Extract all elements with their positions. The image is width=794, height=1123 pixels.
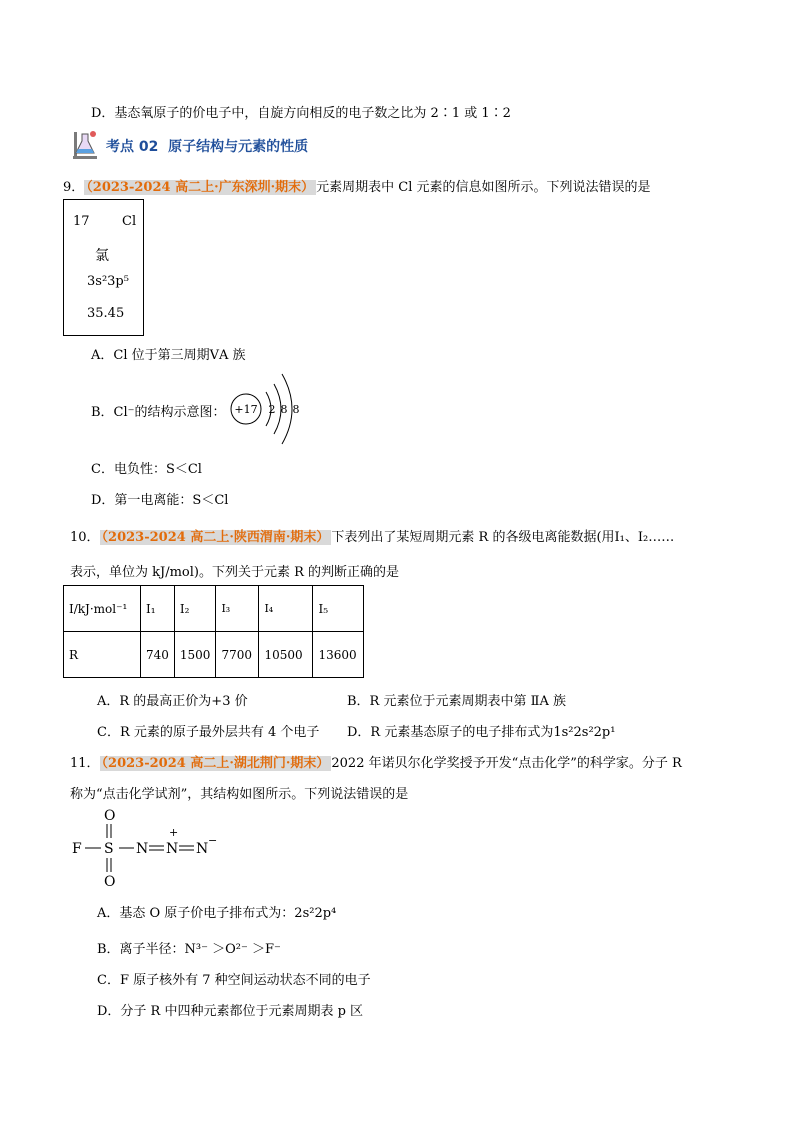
- table-header-cell: I₁: [141, 586, 175, 632]
- q11-option-a: A．基态 O 原子价电子排布式为：2s²2p⁴: [97, 906, 337, 921]
- ion-nucleus: +17: [234, 403, 258, 416]
- q10-option-d: D．R 元素基态原子的电子排布式为1s²2s²2p¹: [347, 725, 616, 740]
- q10-source: （2023-2024 高二上·陕西渭南·期末）: [101, 530, 330, 545]
- q10-option-a: A．R 的最高正价为+3 价: [97, 694, 248, 709]
- section-heading: 原子结构与元素的性质: [168, 139, 309, 155]
- q10-stem-line1: [70, 526, 674, 545]
- q11-stem-line1: [70, 752, 682, 771]
- q11-option-c: C．F 原子核外有 7 种空间运动状态不同的电子: [97, 973, 371, 988]
- table-header-cell: I₄: [259, 586, 313, 632]
- element-symbol: Cl: [122, 214, 137, 229]
- flask-icon: [72, 128, 100, 160]
- ion-shell-2: 8: [280, 403, 288, 416]
- table-cell: R: [64, 632, 141, 678]
- q9-option-d: D．第一电离能：S＜Cl: [91, 493, 229, 508]
- q9-option-b: B．Cl⁻的结构示意图：: [91, 405, 226, 420]
- charge-minus: −: [208, 834, 218, 847]
- q11-option-d: D．分子 R 中四种元素都位于元素周期表 p 区: [97, 1004, 364, 1019]
- ion-shell-1: 2: [268, 403, 276, 416]
- q10-number: 10．: [70, 530, 100, 545]
- q11-number: 11．: [70, 756, 100, 771]
- q8-option-d: D．基态氧原子的价电子中，自旋方向相反的电子数之比为 2∶1 或 1∶2: [91, 106, 511, 121]
- table-header-cell: I₃: [216, 586, 259, 632]
- q10-stem-line2: 表示，单位为 kJ/mol)。下列关于元素 R 的判断正确的是: [70, 565, 400, 580]
- table-cell: 13600: [313, 632, 364, 678]
- table-cell: 740: [141, 632, 175, 678]
- q9-stem: [63, 176, 651, 195]
- table-cell: 7700: [216, 632, 259, 678]
- q11-stem-line2: 称为“点击化学试剂”，其结构如图所示。下列说法错误的是: [70, 787, 409, 802]
- atom-n1: N: [136, 841, 149, 857]
- table-header-cell: I₂: [174, 586, 216, 632]
- ion-shell-3: 8: [292, 403, 300, 416]
- element-card: [63, 199, 144, 336]
- element-mass: 35.45: [87, 306, 125, 321]
- table-header-cell: I₅: [313, 586, 364, 632]
- q10-option-b: B．R 元素位于元素周期表中第 ⅡA 族: [347, 694, 566, 709]
- q11-text1: 2022 年诺贝尔化学奖授予开发“点击化学”的科学家。分子 R: [331, 756, 682, 771]
- ion-structure-diagram: [228, 370, 308, 448]
- table-header-row: [64, 586, 364, 632]
- atom-n2: N: [166, 841, 179, 857]
- element-number: 17: [73, 214, 90, 229]
- q9-text: 元素周期表中 Cl 元素的信息如图所示。下列说法错误的是: [316, 180, 651, 195]
- q9-option-a: A．Cl 位于第三周期ⅤA 族: [91, 348, 246, 363]
- q11-source: （2023-2024 高二上·湖北荆门·期末）: [101, 756, 330, 771]
- table-row: [64, 632, 364, 678]
- table-cell: 1500: [174, 632, 216, 678]
- atom-f: F: [72, 841, 82, 857]
- atom-s: S: [104, 841, 114, 857]
- element-config: 3s²3p⁵: [87, 274, 129, 289]
- q9-number: 9．: [63, 180, 85, 195]
- ionization-energy-table: [63, 585, 364, 678]
- molecule-structure-diagram: [68, 806, 238, 890]
- table-header-cell: I/kJ·mol⁻¹: [64, 586, 141, 632]
- table-cell: 10500: [259, 632, 313, 678]
- q11-option-b: B．离子半径：N³⁻ ＞O²⁻ ＞F⁻: [97, 942, 281, 957]
- q10-option-c: C．R 元素的原子最外层共有 4 个电子: [97, 725, 320, 740]
- atom-n3: N: [196, 841, 209, 857]
- section-title: [106, 136, 308, 156]
- section-tag: 考点 02: [106, 139, 159, 155]
- q10-text1: 下表列出了某短周期元素 R 的各级电离能数据(用I₁、I₂……: [331, 530, 675, 545]
- atom-o-bottom: O: [104, 874, 116, 890]
- q9-source: （2023-2024 高二上·广东深圳·期末）: [86, 180, 315, 195]
- q9-option-c: C．电负性：S＜Cl: [91, 462, 202, 477]
- atom-o-top: O: [104, 808, 116, 824]
- charge-plus: +: [169, 826, 179, 839]
- element-name: 氯: [95, 248, 109, 264]
